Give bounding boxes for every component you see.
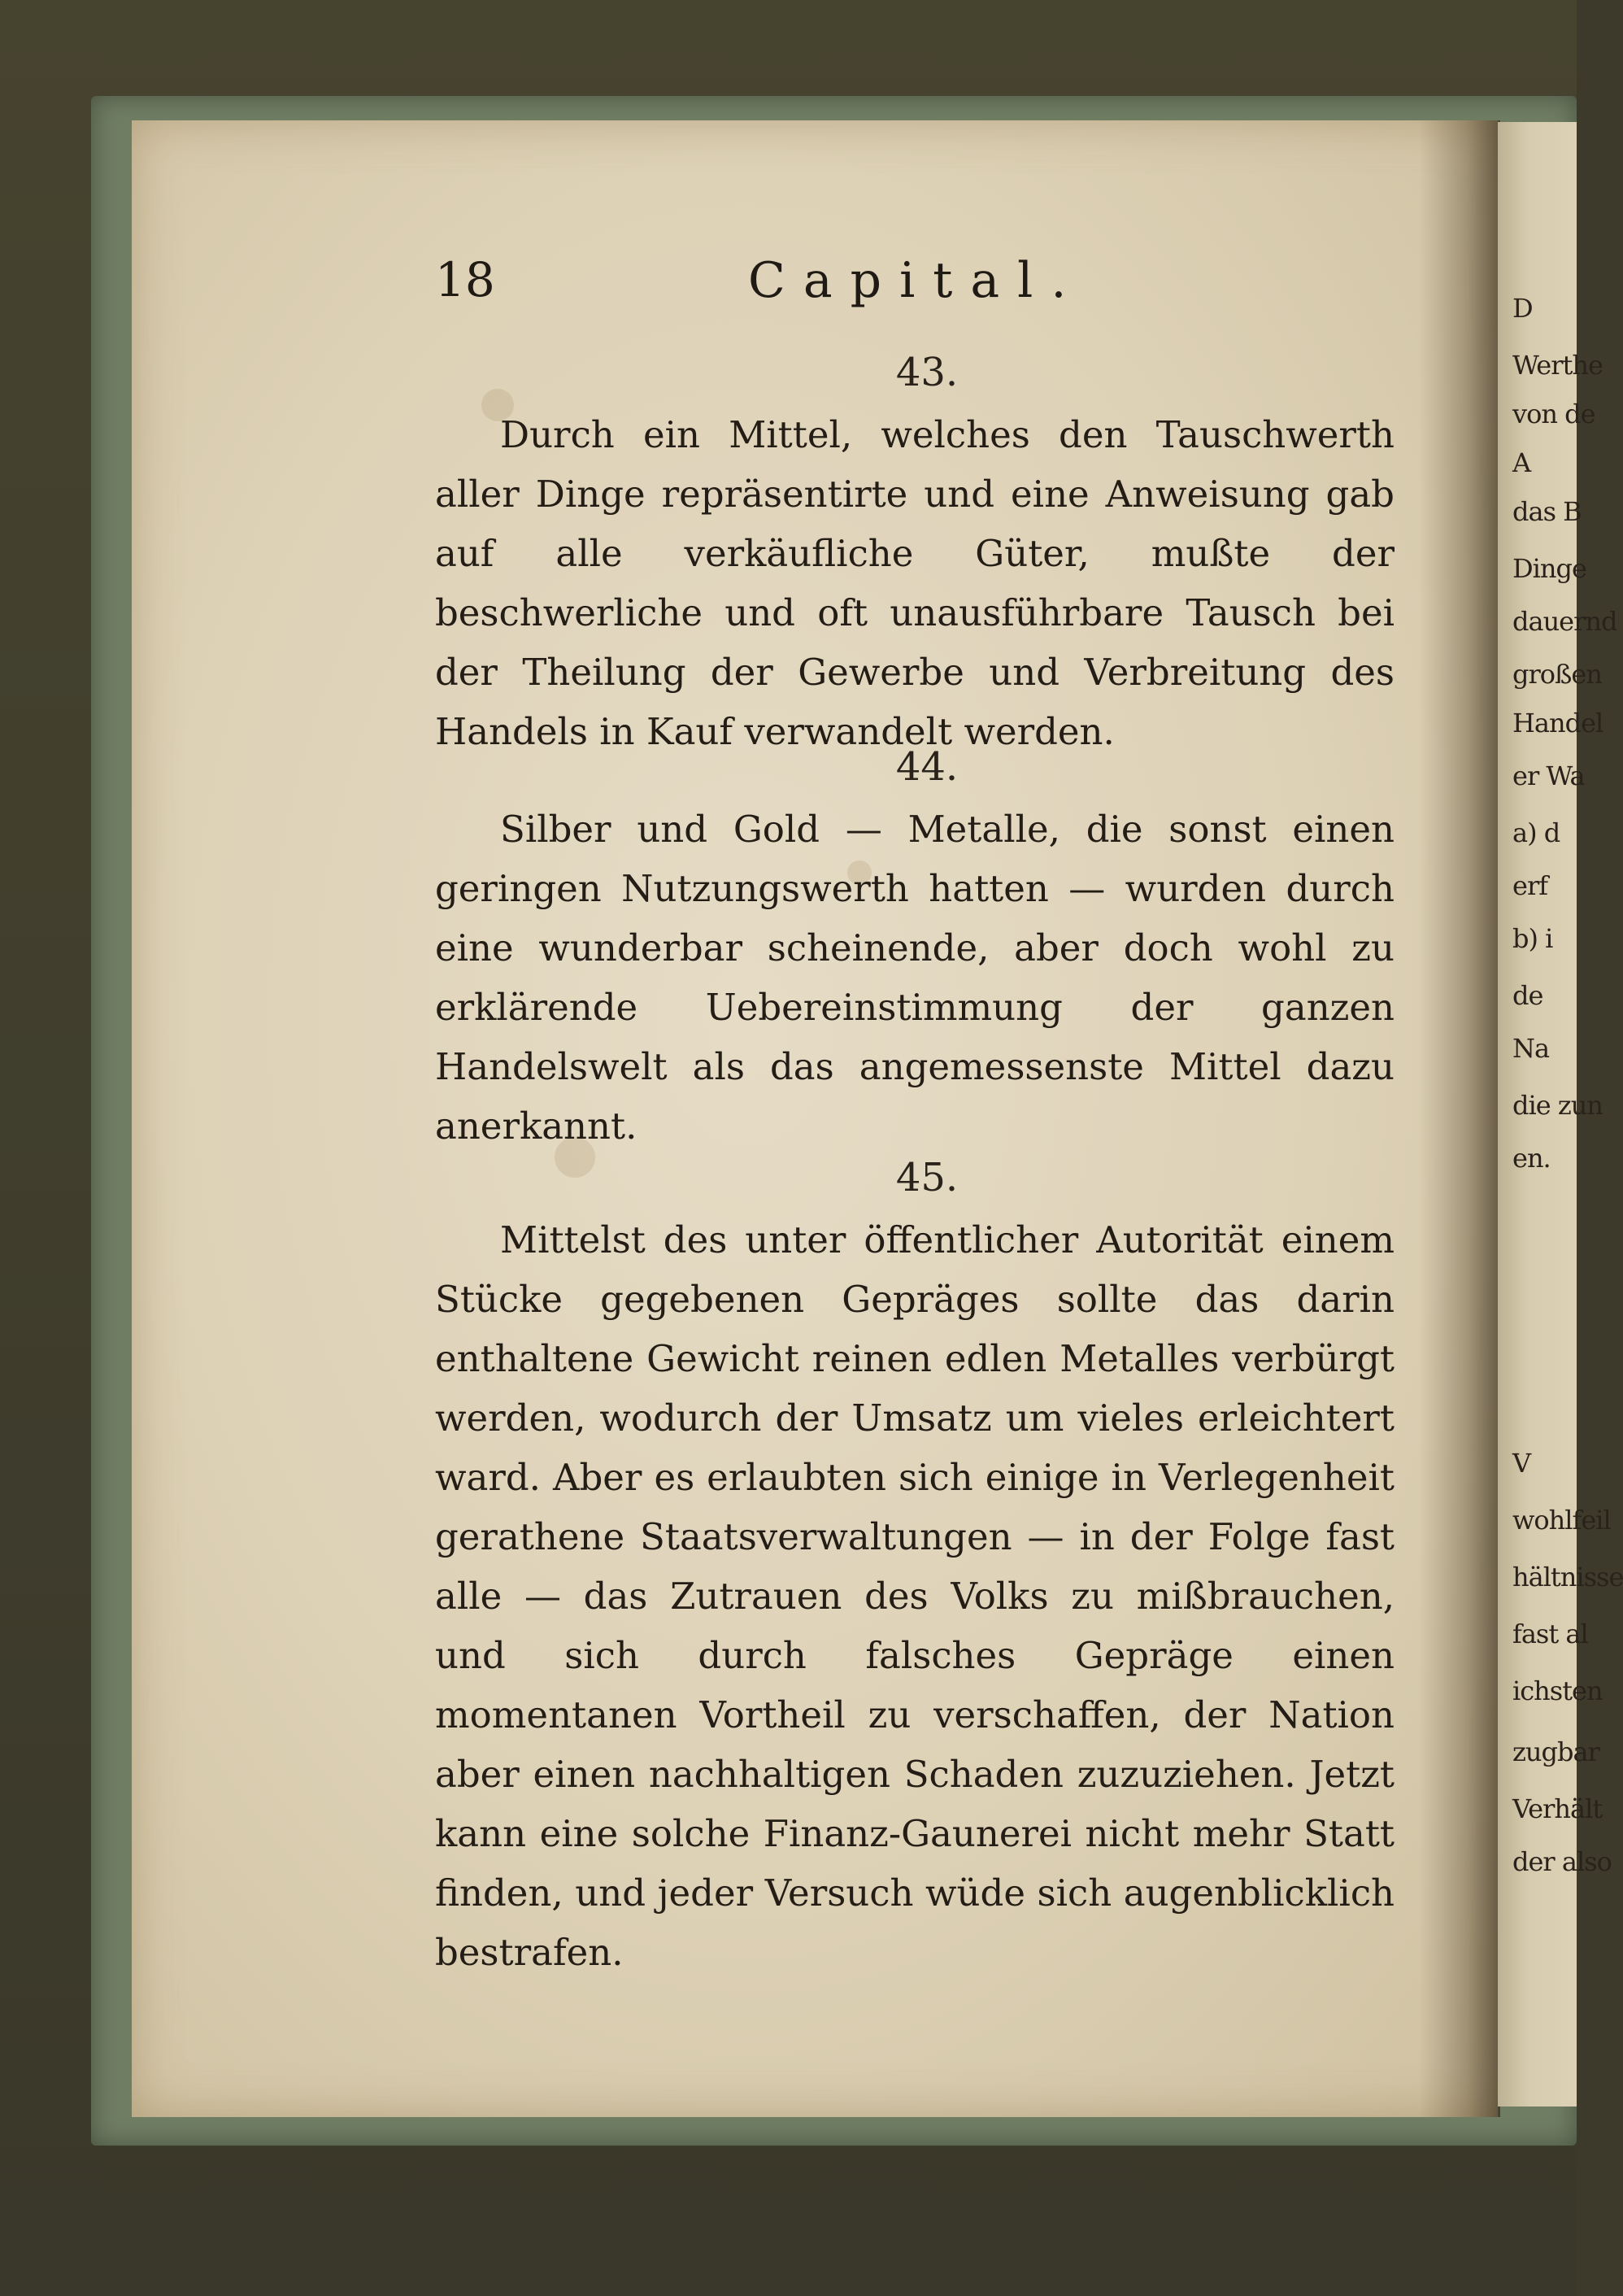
adjacent-page-fragment: der also — [1512, 1846, 1612, 1877]
adjacent-page-fragment: ichsten — [1512, 1675, 1603, 1706]
adjacent-page-fragment: Na — [1512, 1033, 1550, 1064]
adjacent-page-fragment: Verhält — [1512, 1793, 1603, 1824]
adjacent-page-fragment: hältnisse — [1512, 1562, 1623, 1592]
adjacent-page-fragment: Handel — [1512, 708, 1603, 738]
section-text: Mittelst des unter öffentlicher Autorität einem Stücke gegebenen Gepräges sollte das darin enthaltene Gewicht reinen edlen Metalles verbürgt werden, wodurch der Umsatz um vieles erleichtert ward. Aber es erlaubten sich einige in Verlegenheit gerathene Staatsverwaltungen — in der Folge fast alle — das Zutrauen des Volks zu mißbrauchen, und sich durch falsches Gepräge einen momentanen Vortheil zu verschaffen, der Nation aber einen nachhaltigen Schaden zuzuziehen. Jetzt kann eine solche Finanz-Gaunerei nicht mehr Statt finden, und jeder Versuch wüde sich augenblicklich bestrafen. — [435, 1218, 1395, 1974]
adjacent-page-fragment: A — [1512, 447, 1531, 478]
adjacent-page-edge — [1498, 122, 1623, 2106]
adjacent-page-fragment: großen — [1512, 659, 1602, 690]
adjacent-page-fragment: von de — [1512, 399, 1595, 429]
adjacent-page-fragment: Dinge — [1512, 553, 1586, 584]
section-number: 43. — [895, 350, 959, 395]
page-number: 18 — [435, 252, 495, 307]
adjacent-page-fragment: dauernd — [1512, 606, 1617, 637]
adjacent-page-fragment: a) d — [1512, 817, 1560, 848]
adjacent-page-fragment: de — [1512, 980, 1543, 1011]
gutter-shadow — [1419, 120, 1500, 2117]
adjacent-page-fragment: en. — [1512, 1143, 1551, 1174]
section-44 — [435, 744, 1395, 1156]
adjacent-page-fragment: wohlfeil — [1512, 1505, 1611, 1536]
adjacent-page-fragment: die zun — [1512, 1090, 1603, 1121]
adjacent-page-fragment: V — [1512, 1448, 1531, 1479]
section-number: 45. — [895, 1155, 959, 1200]
adjacent-page-fragment: das B — [1512, 496, 1582, 527]
section-text: Silber und Gold — Metalle, die sonst einen geringen Nutzungswerth hatten — wurden durch eine wunderbar scheinende, aber doch wohl zu erklärende Uebereinstimmung der ganzen Handelswelt als das angemessenste Mittel dazu anerkannt. — [435, 808, 1395, 1148]
section-number: 44. — [895, 744, 959, 790]
adjacent-page-fragment: D — [1512, 293, 1533, 324]
section-45 — [435, 1155, 1395, 1982]
adjacent-page-fragment: fast al — [1512, 1619, 1588, 1649]
running-head: Capital. — [748, 252, 1085, 309]
adjacent-page-fragment: erf — [1512, 870, 1548, 901]
page-header — [435, 252, 1395, 317]
adjacent-page-fragment: er Wa — [1512, 760, 1585, 791]
adjacent-page-fragment: Werthe — [1512, 350, 1603, 381]
adjacent-page-fragment: zugbar — [1512, 1736, 1599, 1767]
section-43 — [435, 350, 1395, 761]
adjacent-page-fragment: b) i — [1512, 923, 1553, 954]
section-text: Durch ein Mittel, welches den Tauschwerth aller Dinge repräsentirte und eine Anweisung gab auf alle verkäufliche Güter, mußte der beschwerliche und oft unausführbare Tausch bei der Theilung der Gewerbe und Verbreitung des Handels in Kauf verwandelt werden. — [435, 413, 1395, 753]
